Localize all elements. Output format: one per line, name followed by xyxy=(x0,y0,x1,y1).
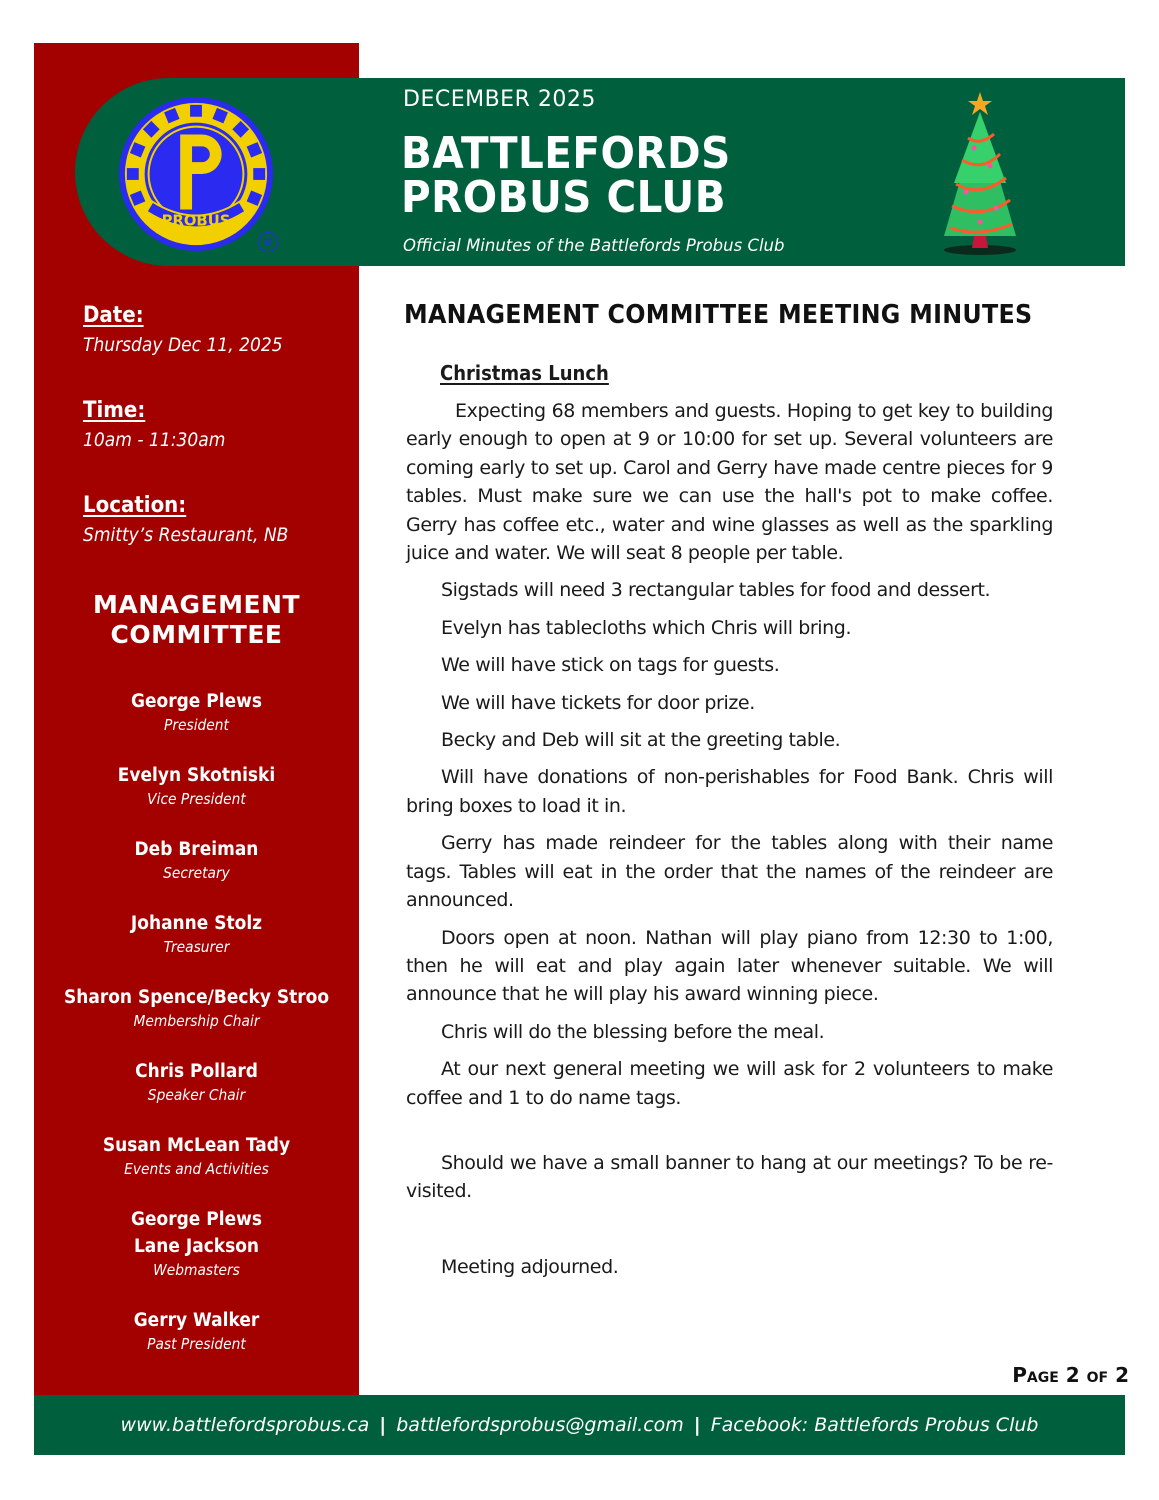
title-line-1: BATTLEFORDS xyxy=(401,128,731,179)
meeting-date xyxy=(83,303,305,356)
member-role: President xyxy=(164,716,229,734)
paragraph: Becky and Deb will sit at the greeting table. xyxy=(441,729,841,752)
section-title: Christmas Lunch xyxy=(440,361,609,385)
member-name: Deb Breiman xyxy=(134,839,259,860)
committee-member xyxy=(34,910,359,984)
paragraph: We will have tickets for door prize. xyxy=(441,691,755,714)
probus-logo-icon xyxy=(117,95,275,253)
footer-separator: | xyxy=(379,1414,387,1436)
member-name: Evelyn Skotniski xyxy=(117,765,276,786)
member-name: Gerry Walker xyxy=(133,1310,260,1331)
minutes-body xyxy=(406,397,1053,1290)
committee-heading-line-1: MANAGEMENT xyxy=(92,590,301,619)
committee-member xyxy=(34,1307,359,1381)
paragraph: At our next general meeting we will ask for 2 volunteers to make coffee and 1 to do name tags. xyxy=(406,1058,1053,1109)
committee-list xyxy=(34,688,359,1381)
paragraph: We will have stick on tags for guests. xyxy=(441,654,780,677)
svg-text:PROBUS: PROBUS xyxy=(161,212,231,230)
facebook-link[interactable]: Facebook: Battlefords Probus Club xyxy=(710,1414,1039,1436)
member-name: Johanne Stolz xyxy=(130,913,263,934)
newsletter-title xyxy=(401,128,731,223)
member-name-2: Lane Jackson xyxy=(133,1236,260,1257)
committee-member xyxy=(34,688,359,762)
member-role: Secretary xyxy=(163,864,230,882)
issue-month: DECEMBER 2025 xyxy=(403,87,596,112)
meeting-location xyxy=(83,493,311,546)
location-value: Smitty’s Restaurant, NB xyxy=(83,524,289,546)
committee-member xyxy=(34,762,359,836)
committee-member xyxy=(34,1132,359,1206)
paragraph: Will have donations of non-perishables for Food Bank. Chris will bring boxes to load it in. xyxy=(406,766,1053,817)
member-name: Sharon Spence/Becky Stroo xyxy=(63,987,330,1008)
footer-separator: | xyxy=(693,1414,701,1436)
member-role: Events and Activities xyxy=(124,1160,269,1178)
paragraph: Meeting adjourned. xyxy=(441,1255,619,1278)
member-name: Chris Pollard xyxy=(135,1061,258,1082)
committee-member xyxy=(34,984,359,1058)
member-role: Membership Chair xyxy=(133,1012,260,1030)
title-line-2: PROBUS CLUB xyxy=(401,172,727,223)
time-value: 10am - 11:30am xyxy=(83,429,226,451)
member-name: Susan McLean Tady xyxy=(102,1135,291,1156)
paragraph: Expecting 68 members and guests. Hoping to get key to building early enough to open at 9 or 10:00 for set up. Several volunteers are coming early to set up. Carol and Gerry have made centre pieces for 9 tables. Must make sure we can use the hall's pot to make coffee. Gerry has coffee etc., water and wine glasses as well as the sparkling juice and water. We will seat 8 people per table. xyxy=(406,400,1053,565)
registered-mark: ® xyxy=(258,232,278,252)
member-role: Past President xyxy=(147,1335,246,1353)
committee-heading-line-2: COMMITTEE xyxy=(110,620,283,649)
paragraph: Chris will do the blessing before the meal. xyxy=(441,1020,825,1043)
time-label: Time: xyxy=(83,398,146,423)
committee-member xyxy=(34,836,359,910)
page-number: Page 2 of 2 xyxy=(1012,1363,1129,1387)
email-link[interactable]: battlefordsprobus@gmail.com xyxy=(396,1414,684,1436)
date-label: Date: xyxy=(83,303,144,328)
member-role: Speaker Chair xyxy=(147,1086,246,1104)
committee-member xyxy=(34,1058,359,1132)
christmas-tree-icon xyxy=(930,88,1030,258)
website-link[interactable]: www.battlefordsprobus.ca xyxy=(120,1414,370,1436)
paragraph: Should we have a small banner to hang at our meetings? To be re-visited. xyxy=(406,1151,1053,1203)
member-role: Webmasters xyxy=(153,1261,240,1279)
page-title: MANAGEMENT COMMITTEE MEETING MINUTES xyxy=(404,300,1033,330)
meeting-time xyxy=(83,398,241,451)
paragraph: Doors open at noon. Nathan will play piano from 12:30 to 1:00, then he will eat and play again later whenever suitable. We will announce that he will play his award winning piece. xyxy=(406,926,1053,1006)
member-role: Treasurer xyxy=(163,938,230,956)
location-label: Location: xyxy=(83,493,187,518)
paragraph: Gerry has made reindeer for the tables along with their name tags. Tables will eat in the order that the names of the reindeer are announced. xyxy=(406,832,1053,912)
committee-member xyxy=(34,1206,359,1307)
member-role: Vice President xyxy=(147,790,246,808)
paragraph: Evelyn has tablecloths which Chris will bring. xyxy=(441,616,852,639)
member-name: George Plews xyxy=(131,691,262,712)
paragraph: Sigstads will need 3 rectangular tables for food and dessert. xyxy=(441,579,991,602)
date-value: Thursday Dec 11, 2025 xyxy=(83,334,283,356)
newsletter-subtitle: Official Minutes of the Battlefords Probus Club xyxy=(403,236,785,255)
footer-bar xyxy=(34,1395,1125,1455)
member-name: George Plews xyxy=(131,1209,262,1230)
committee-heading xyxy=(34,590,359,650)
